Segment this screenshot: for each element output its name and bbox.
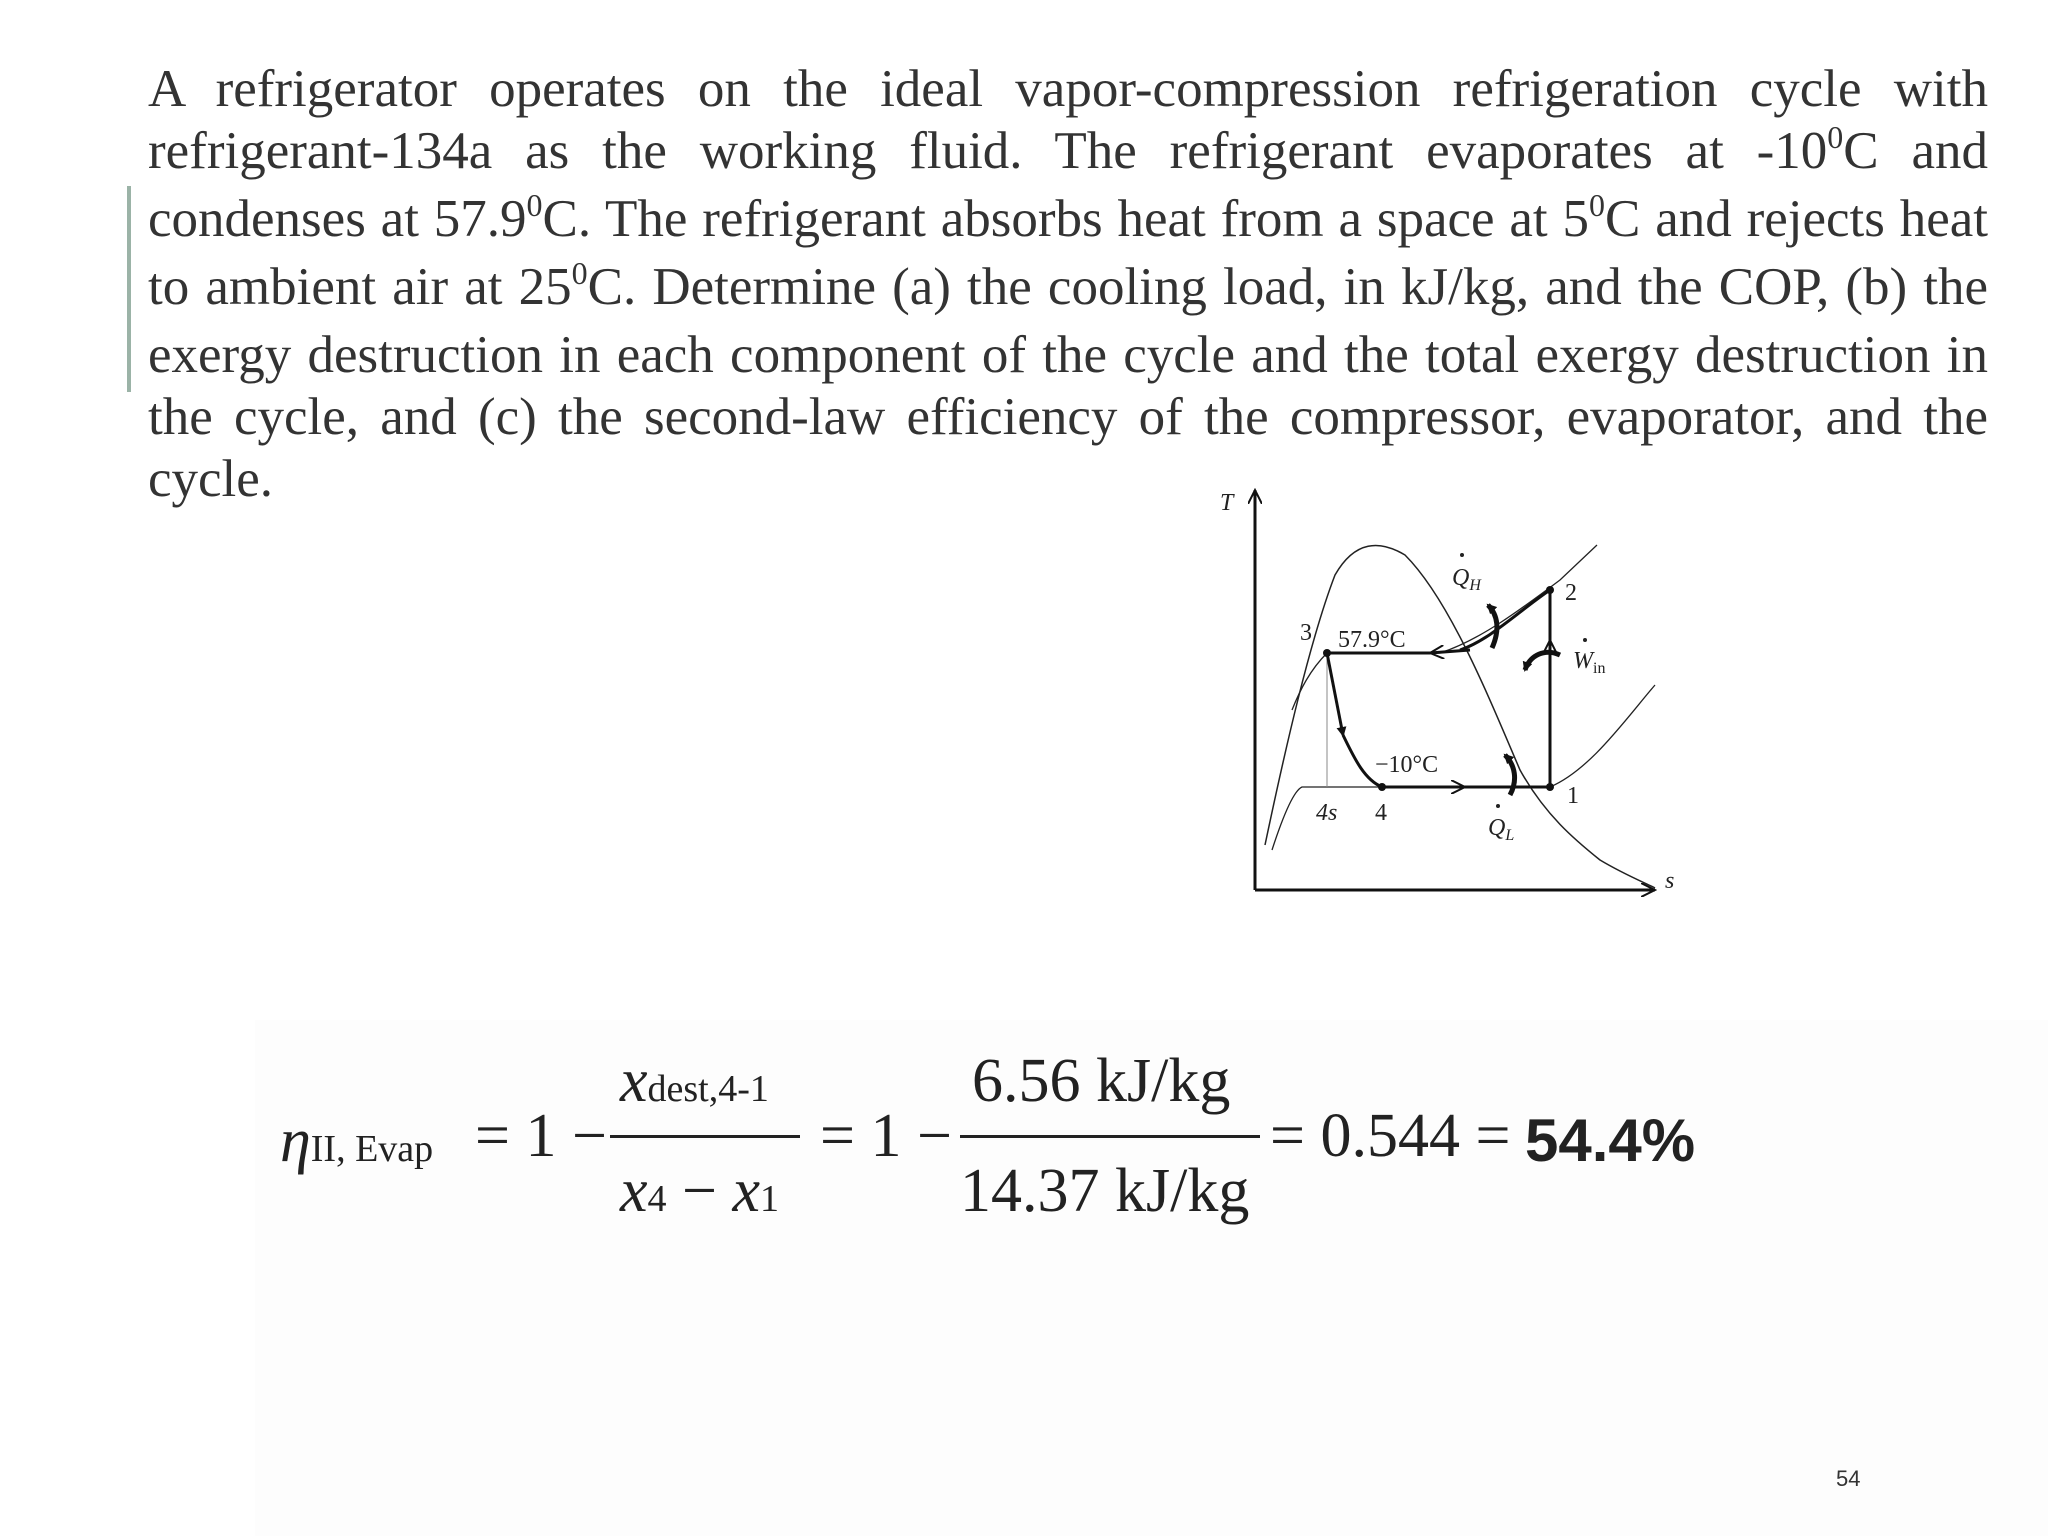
w-in-subscript: in <box>1593 660 1606 677</box>
q-h-arrow <box>1488 605 1497 648</box>
x4-symbol: x <box>620 1157 648 1225</box>
x1-subscript: 1 <box>760 1178 780 1220</box>
x4-subscript: 4 <box>647 1178 667 1220</box>
degree-superscript: 0 <box>1827 119 1844 155</box>
ts-diagram <box>1200 470 1720 910</box>
process-3-4 <box>1327 653 1343 735</box>
degree-superscript: 0 <box>1589 187 1606 223</box>
saturation-dome <box>1265 545 1655 888</box>
q-l-dot <box>1496 804 1500 808</box>
problem-text-part-1: A refrigerator operates on the ideal vapor-compression refrigeration cycle with refrigerant-134a as the working fluid. The refrigerant evaporates at -10 <box>148 60 1988 180</box>
point-label-1: 1 <box>1567 783 1579 809</box>
q-l-arrow <box>1505 755 1515 795</box>
degree-superscript: 0 <box>526 187 543 223</box>
eta-letter: η <box>280 1107 311 1175</box>
fraction-bar-1 <box>610 1135 800 1138</box>
x-dest-subscript: dest,4-1 <box>647 1068 769 1110</box>
problem-text-part-5: C. Determine (a) the cooling load, in kJ/kg, and the COP, (b) the exergy destruction in each component of the cycle and the total exergy destruction in the cycle, and (c) the second-law efficiency of the compressor, evaporator, and the cycle. <box>148 258 1988 508</box>
q-h-dot <box>1460 553 1464 557</box>
point-label-4s: 4s <box>1316 800 1338 826</box>
equals-one-minus-1: = 1 − <box>475 1102 607 1170</box>
point-label-4: 4 <box>1375 800 1387 826</box>
eta-subscript: II, Evap <box>310 1128 434 1170</box>
process-2-3-arrow <box>1430 650 1470 653</box>
problem-text-part-2: C and condenses at 57.9 <box>148 122 1989 248</box>
q-l-symbol: Q <box>1488 815 1506 841</box>
problem-text-part-3: C. The refrigerant absorbs heat from a space at 5 <box>542 190 1590 248</box>
result-value: 54.4% <box>1525 1107 1696 1174</box>
efficiency-equation <box>280 1047 1760 1250</box>
q-h-label <box>1452 565 1482 594</box>
numerator-2: 6.56 kJ/kg <box>972 1047 1231 1115</box>
w-in-arrow <box>1525 652 1560 670</box>
point-label-2: 2 <box>1565 580 1577 606</box>
axis-label-t: T <box>1220 490 1234 516</box>
problem-text-part-4: C and rejects heat to ambient air at 25 <box>148 190 1989 316</box>
q-h-subscript: H <box>1469 577 1481 594</box>
equals-value: = 0.544 = <box>1270 1102 1511 1170</box>
x-symbol: x <box>620 1047 648 1115</box>
state-point-2 <box>1546 586 1554 594</box>
w-in-dot <box>1583 638 1587 642</box>
page-number: 54 <box>1836 1466 1861 1491</box>
eta-symbol <box>280 1107 434 1180</box>
denominator-1 <box>620 1157 780 1230</box>
state-point-1 <box>1546 783 1554 791</box>
q-l-subscript: L <box>1505 827 1515 844</box>
temp-label-low: −10°C <box>1375 752 1439 778</box>
temp-label-high: 57.9°C <box>1338 627 1406 653</box>
degree-superscript: 0 <box>571 255 588 291</box>
accent-bar <box>127 186 131 392</box>
w-in-symbol: W <box>1573 648 1593 674</box>
w-in-label <box>1573 648 1605 677</box>
numerator-1 <box>620 1047 769 1120</box>
state-point-4 <box>1378 783 1386 791</box>
equals-one-minus-2: = 1 − <box>820 1102 952 1170</box>
minus-sign: − <box>682 1157 717 1225</box>
problem-statement <box>148 58 1988 510</box>
axis-label-s: s <box>1665 868 1675 894</box>
point-label-3: 3 <box>1300 620 1312 646</box>
fraction-bar-2 <box>960 1135 1260 1138</box>
denominator-2: 14.37 kJ/kg <box>960 1157 1250 1225</box>
x1-symbol: x <box>732 1157 761 1225</box>
q-h-symbol: Q <box>1452 565 1470 591</box>
q-l-label <box>1488 815 1514 844</box>
state-point-3 <box>1323 649 1331 657</box>
